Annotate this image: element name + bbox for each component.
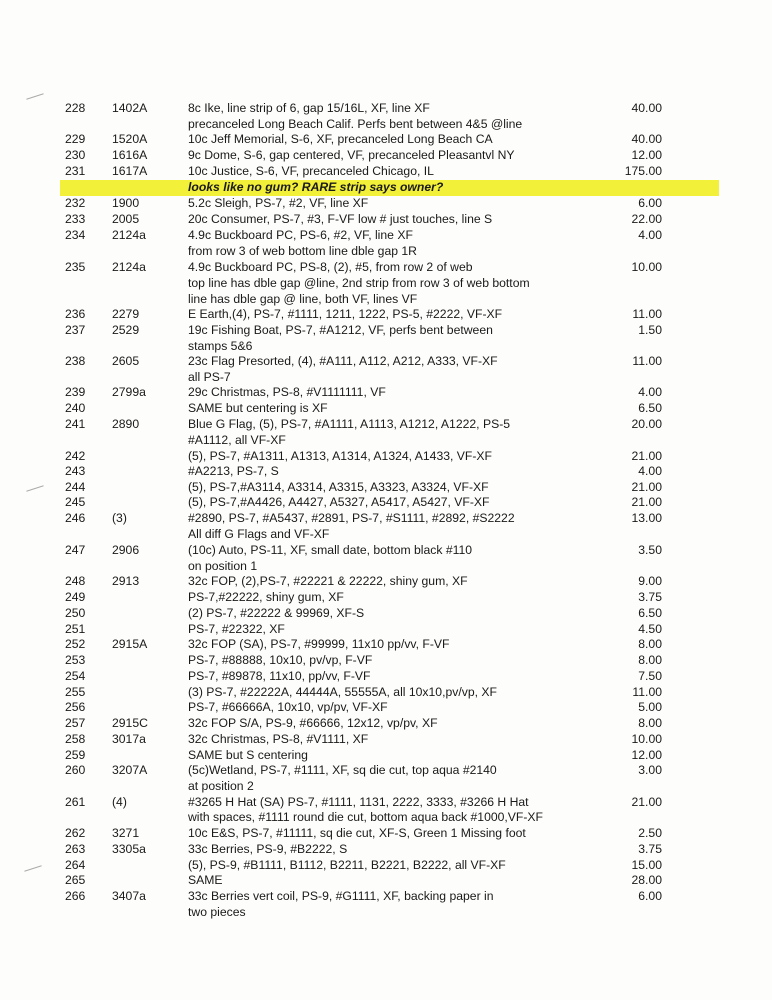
lot-number: 242 xyxy=(65,449,86,463)
lot-number: 235 xyxy=(65,260,86,274)
item-description: #A2213, PS-7, S xyxy=(188,464,279,478)
listing-row xyxy=(0,306,772,322)
price: 13.00 xyxy=(631,511,662,525)
listing-row xyxy=(0,778,772,794)
price: 2.50 xyxy=(638,826,662,840)
item-description: 33c Berries, PS-9, #B2222, S xyxy=(188,842,348,856)
item-description: all PS-7 xyxy=(188,370,231,384)
item-description: (5), PS-7,#A4426, A4427, A5327, A5417, A5427, VF-XF xyxy=(188,495,490,509)
price: 12.00 xyxy=(631,748,662,762)
price: 4.00 xyxy=(638,385,662,399)
lot-number: 234 xyxy=(65,228,86,242)
listing-row xyxy=(0,384,772,400)
lot-number: 231 xyxy=(65,164,86,178)
lot-number: 241 xyxy=(65,417,86,431)
catalog-number: 1402A xyxy=(112,101,148,115)
listing-row xyxy=(0,731,772,747)
lot-number: 238 xyxy=(65,354,86,368)
listing-row xyxy=(0,636,772,652)
listing-row xyxy=(0,479,772,495)
item-description: 8c Ike, line strip of 6, gap 15/16L, XF, line XF xyxy=(188,101,430,115)
catalog-number: 2915A xyxy=(112,637,148,651)
listing-row xyxy=(0,432,772,448)
item-description: precanceled Long Beach Calif. Perfs bent between 4&5 @line xyxy=(188,117,523,131)
listing-row xyxy=(0,684,772,700)
item-description: 10c Justice, S-6, VF, precanceled Chicago, IL xyxy=(188,164,434,178)
lot-number: 246 xyxy=(65,511,86,525)
item-description: 9c Dome, S-6, gap centered, VF, precanceled Pleasantvl NY xyxy=(188,148,515,162)
item-description: PS-7, #89878, 11x10, pp/vv, F-VF xyxy=(188,669,371,683)
listing-row xyxy=(0,400,772,416)
catalog-number: 2890 xyxy=(112,417,140,431)
item-description: 32c FOP (SA), PS-7, #99999, 11x10 pp/vv, F-VF xyxy=(188,637,450,651)
lot-number: 245 xyxy=(65,495,86,509)
lot-number: 262 xyxy=(65,826,86,840)
listing-row xyxy=(0,904,772,920)
catalog-number: 1900 xyxy=(112,196,140,210)
item-description: 4.9c Buckboard PC, PS-6, #2, VF, line XF xyxy=(188,228,413,242)
listing-row xyxy=(0,809,772,825)
price: 20.00 xyxy=(631,417,662,431)
item-description: 10c Jeff Memorial, S-6, XF, precanceled Long Beach CA xyxy=(188,132,493,146)
item-description: PS-7, #88888, 10x10, pv/vp, F-VF xyxy=(188,653,373,667)
listing-row xyxy=(0,542,772,558)
listing-row xyxy=(0,526,772,542)
lot-number: 229 xyxy=(65,132,86,146)
lot-number: 254 xyxy=(65,669,86,683)
catalog-number: 2906 xyxy=(112,543,140,557)
item-description: (5), PS-9, #B1111, B1112, B2211, B2221, B2222, all VF-XF xyxy=(188,858,506,872)
price: 11.00 xyxy=(632,307,662,321)
price: 3.50 xyxy=(638,543,662,557)
listing-row xyxy=(0,353,772,369)
lot-number: 255 xyxy=(65,685,86,699)
listing-row xyxy=(0,621,772,637)
price: 12.00 xyxy=(631,148,662,162)
price: 6.00 xyxy=(638,889,662,903)
lot-number: 264 xyxy=(65,858,86,872)
item-description: (3) PS-7, #22222A, 44444A, 55555A, all 10x10,pv/vp, XF xyxy=(188,685,497,699)
lot-number: 252 xyxy=(65,637,86,651)
price: 11.00 xyxy=(632,354,662,368)
lot-number: 243 xyxy=(65,464,86,478)
lot-number: 248 xyxy=(65,574,86,588)
listing-row xyxy=(0,227,772,243)
listing-row xyxy=(0,259,772,275)
item-description: top line has dble gap @line, 2nd strip from row 3 of web bottom xyxy=(188,276,530,290)
lot-number: 230 xyxy=(65,148,86,162)
item-description: SAME xyxy=(188,873,223,887)
catalog-number: 1616A xyxy=(112,148,148,162)
catalog-number: 1520A xyxy=(112,132,148,146)
listing-row xyxy=(0,463,772,479)
price: 6.00 xyxy=(638,196,662,210)
price: 10.00 xyxy=(631,260,662,274)
catalog-number: 2124a xyxy=(112,228,146,242)
listing-row xyxy=(0,243,772,259)
listing-row xyxy=(0,291,772,307)
listing-row xyxy=(0,195,772,211)
highlight-text: looks like no gum? RARE strip says owner? xyxy=(188,180,444,194)
listing-row xyxy=(0,747,772,763)
item-description: two pieces xyxy=(188,905,246,919)
listing-row xyxy=(0,369,772,385)
lot-number: 256 xyxy=(65,700,86,714)
lot-number: 232 xyxy=(65,196,86,210)
item-description: #2890, PS-7, #A5437, #2891, PS-7, #S1111, #2892, #S2222 xyxy=(188,511,515,525)
listing-row xyxy=(0,668,772,684)
item-description: SAME but S centering xyxy=(188,748,308,762)
item-description: 19c Fishing Boat, PS-7, #A1212, VF, perfs bent between xyxy=(188,323,493,337)
catalog-number: 3207A xyxy=(112,763,148,777)
price: 3.00 xyxy=(638,763,662,777)
listing-row xyxy=(0,841,772,857)
item-description: SAME but centering is XF xyxy=(188,401,328,415)
price: 5.00 xyxy=(638,700,662,714)
item-description: (5), PS-7, #A1311, A1313, A1314, A1324, A1433, VF-XF xyxy=(188,449,492,463)
highlight-note xyxy=(0,179,772,195)
price: 22.00 xyxy=(631,212,662,226)
listing-row xyxy=(0,116,772,132)
lot-number: 257 xyxy=(65,716,86,730)
catalog-number: 3271 xyxy=(112,826,140,840)
listing-row xyxy=(0,322,772,338)
catalog-number: 1617A xyxy=(112,164,148,178)
price: 9.00 xyxy=(638,574,662,588)
item-description: #A1112, all VF-XF xyxy=(188,433,286,447)
item-description: Blue G Flag, (5), PS-7, #A1111, A1113, A1212, A1222, PS-5 xyxy=(188,417,511,431)
item-description: PS-7, #66666A, 10x10, vp/pv, VF-XF xyxy=(188,700,388,714)
price: 3.75 xyxy=(638,842,662,856)
item-description: from row 3 of web bottom line dble gap 1R xyxy=(188,244,417,258)
listing-row xyxy=(0,211,772,227)
catalog-number: 2005 xyxy=(112,212,140,226)
catalog-number: 2913 xyxy=(112,574,140,588)
listing-row xyxy=(0,338,772,354)
lot-number: 250 xyxy=(65,606,86,620)
item-description: (5c)Wetland, PS-7, #1111, XF, sq die cut, top aqua #2140 xyxy=(188,763,497,777)
catalog-number: 2605 xyxy=(112,354,140,368)
listing-row xyxy=(0,558,772,574)
listing-row xyxy=(0,100,772,116)
lot-number: 266 xyxy=(65,889,86,903)
listing-row xyxy=(0,888,772,904)
lot-number: 249 xyxy=(65,590,86,604)
price: 15.00 xyxy=(631,858,662,872)
price: 4.00 xyxy=(638,464,662,478)
listing-row xyxy=(0,715,772,731)
item-description: stamps 5&6 xyxy=(188,339,253,353)
listing-row xyxy=(0,857,772,873)
lot-number: 233 xyxy=(65,212,86,226)
item-description: line has dble gap @ line, both VF, lines VF xyxy=(188,292,418,306)
catalog-number: (4) xyxy=(112,795,127,809)
listing-row xyxy=(0,762,772,778)
price: 28.00 xyxy=(631,873,662,887)
catalog-number: 3017a xyxy=(112,732,146,746)
listing-row xyxy=(0,573,772,589)
listing-row xyxy=(0,589,772,605)
lot-number: 251 xyxy=(65,622,86,636)
price: 40.00 xyxy=(631,101,662,115)
listing-row xyxy=(0,494,772,510)
lot-number: 261 xyxy=(65,795,86,809)
price: 7.50 xyxy=(638,669,662,683)
item-description: 32c FOP, (2),PS-7, #22221 & 22222, shiny gum, XF xyxy=(188,574,468,588)
price: 10.00 xyxy=(631,732,662,746)
price: 21.00 xyxy=(631,449,662,463)
lot-number: 263 xyxy=(65,842,86,856)
item-description: 33c Berries vert coil, PS-9, #G1111, XF, backing paper in xyxy=(188,889,494,903)
item-description: on position 1 xyxy=(188,559,258,573)
item-description: 5.2c Sleigh, PS-7, #2, VF, line XF xyxy=(188,196,369,210)
item-description: #3265 H Hat (SA) PS-7, #1111, 1131, 2222, 3333, #3266 H Hat xyxy=(188,795,529,809)
item-description: 32c Christmas, PS-8, #V1111, XF xyxy=(188,732,369,746)
listing-row xyxy=(0,652,772,668)
item-description: (2) PS-7, #22222 & 99969, XF-S xyxy=(188,606,365,620)
item-description: (10c) Auto, PS-11, XF, small date, bottom black #110 xyxy=(188,543,473,557)
price: 6.50 xyxy=(638,401,662,415)
lot-number: 265 xyxy=(65,873,86,887)
lot-number: 240 xyxy=(65,401,86,415)
listing-row xyxy=(0,794,772,810)
catalog-number: 2279 xyxy=(112,307,140,321)
lot-number: 260 xyxy=(65,763,86,777)
listing-row xyxy=(0,699,772,715)
price: 21.00 xyxy=(631,480,662,494)
listing-row xyxy=(0,163,772,179)
listing-row xyxy=(0,147,772,163)
lot-number: 237 xyxy=(65,323,86,337)
price: 175.00 xyxy=(624,164,662,178)
lot-number: 259 xyxy=(65,748,86,762)
price: 3.75 xyxy=(638,590,662,604)
catalog-number: 3305a xyxy=(112,842,146,856)
catalog-number: 2915C xyxy=(112,716,148,730)
item-description: (5), PS-7,#A3114, A3314, A3315, A3323, A3324, VF-XF xyxy=(188,480,489,494)
price: 6.50 xyxy=(638,606,662,620)
item-description: 20c Consumer, PS-7, #3, F-VF low # just touches, line S xyxy=(188,212,493,226)
price: 4.50 xyxy=(638,622,662,636)
item-description: PS-7,#22222, shiny gum, XF xyxy=(188,590,344,604)
price: 21.00 xyxy=(631,495,662,509)
item-description: PS-7, #22322, XF xyxy=(188,622,285,636)
item-description: 23c Flag Presorted, (4), #A111, A112, A212, A333, VF-XF xyxy=(188,354,498,368)
price: 40.00 xyxy=(631,132,662,146)
item-description: All diff G Flags and VF-XF xyxy=(188,527,330,541)
listing-row xyxy=(0,131,772,147)
price: 8.00 xyxy=(638,637,662,651)
listing-row xyxy=(0,416,772,432)
listing-row xyxy=(0,275,772,291)
lot-number: 258 xyxy=(65,732,86,746)
catalog-number: (3) xyxy=(112,511,127,525)
catalog-number: 3407a xyxy=(112,889,146,903)
listing-row xyxy=(0,605,772,621)
price: 8.00 xyxy=(638,653,662,667)
price: 8.00 xyxy=(638,716,662,730)
item-description: 32c FOP S/A, PS-9, #66666, 12x12, vp/pv, XF xyxy=(188,716,438,730)
item-description: with spaces, #1111 round die cut, bottom aqua back #1000,VF-XF xyxy=(188,810,543,824)
lot-number: 253 xyxy=(65,653,86,667)
catalog-number: 2529 xyxy=(112,323,140,337)
catalog-number: 2799a xyxy=(112,385,146,399)
lot-number: 239 xyxy=(65,385,86,399)
price: 4.00 xyxy=(638,228,662,242)
listing-row xyxy=(0,825,772,841)
price: 21.00 xyxy=(631,795,662,809)
lot-number: 228 xyxy=(65,101,86,115)
catalog-number: 2124a xyxy=(112,260,146,274)
item-description: 4.9c Buckboard PC, PS-8, (2), #5, from row 2 of web xyxy=(188,260,473,274)
listing-row xyxy=(0,872,772,888)
item-description: at position 2 xyxy=(188,779,254,793)
lot-number: 236 xyxy=(65,307,86,321)
lot-number: 244 xyxy=(65,480,86,494)
item-description: E Earth,(4), PS-7, #1111, 1211, 1222, PS-5, #2222, VF-XF xyxy=(188,307,503,321)
margin-mark xyxy=(26,93,43,100)
item-description: 10c E&S, PS-7, #11111, sq die cut, XF-S, Green 1 Missing foot xyxy=(188,826,526,840)
lot-number: 247 xyxy=(65,543,86,557)
listing-row xyxy=(0,510,772,526)
item-description: 29c Christmas, PS-8, #V1111111, VF xyxy=(188,385,386,399)
price: 11.00 xyxy=(632,685,662,699)
price: 1.50 xyxy=(638,323,662,337)
listing-row xyxy=(0,448,772,464)
